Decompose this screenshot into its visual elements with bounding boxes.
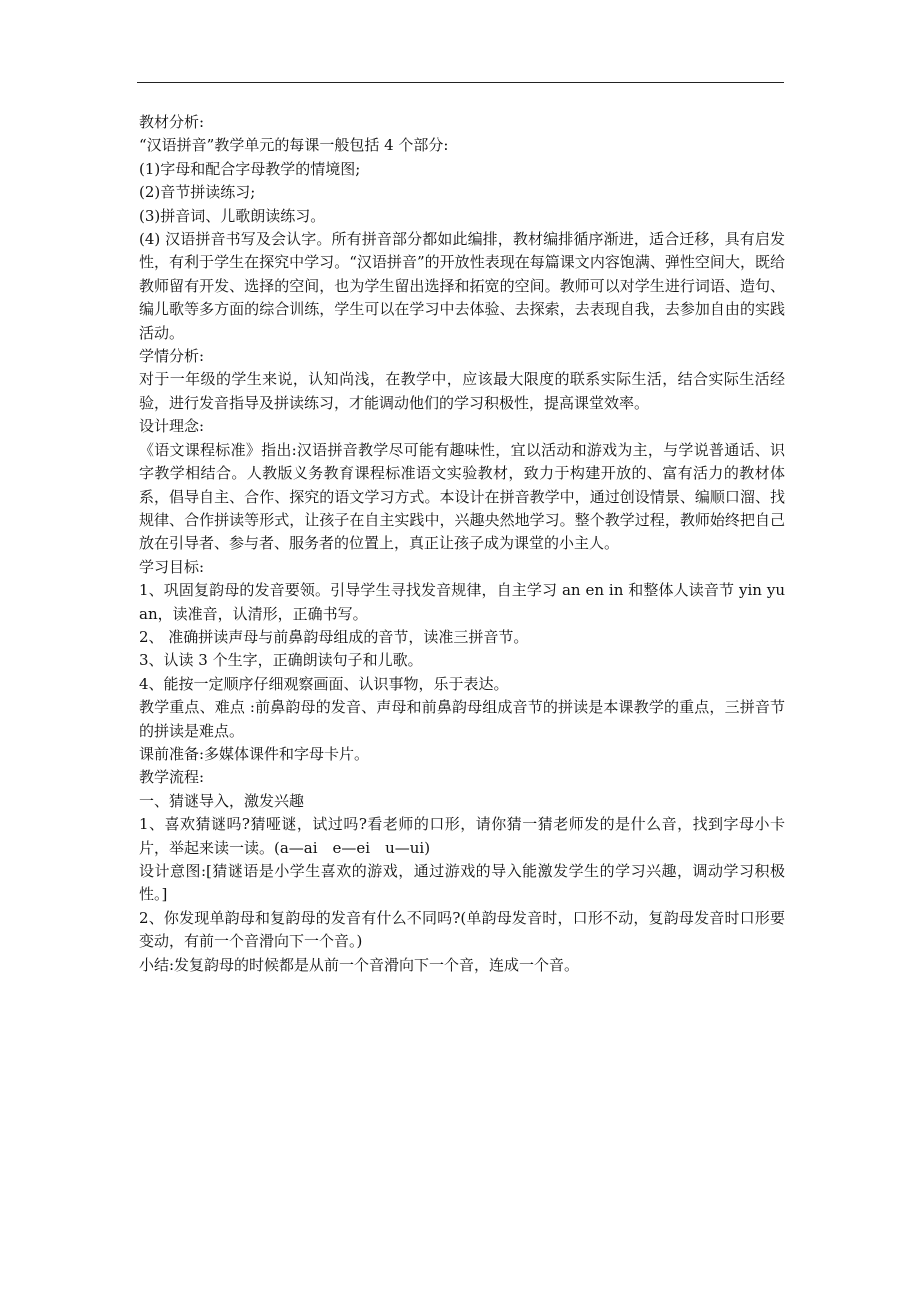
heading-teaching-process: 教学流程: (139, 768, 205, 787)
heading-learning-goals: 学习目标: (139, 557, 205, 576)
list-item: 2、你发现单韵母和复韵母的发音有什么不同吗?(单韵母发音时，口形不动，复韵母发音时口形要变动，有前一个音滑向下一个音。) (139, 908, 785, 951)
list-item: (1)字母和配合字母教学的情境图; (139, 159, 361, 178)
paragraph: “汉语拼音”教学单元的每课一般包括 4 个部分: (139, 136, 449, 155)
heading-textbook-analysis: 教材分析: (139, 113, 205, 131)
heading-learner-analysis: 学情分析: (139, 347, 205, 366)
paragraph-preparation: 课前准备:多媒体课件和字母卡片。 (139, 744, 370, 763)
document-body (139, 111, 785, 977)
section-heading: 一、猜谜导入，激发兴趣 (139, 791, 305, 810)
paragraph-summary: 小结:发复韵母的时候都是从前一个音滑向下一个音，连成一个音。 (139, 955, 580, 974)
paragraph: 对于一年级的学生来说，认知尚浅，在教学中，应该最大限度的联系实际生活，结合实际生活经验，进行发音指导及拼读练习，才能调动他们的学习积极性，提高课堂效率。 (139, 370, 785, 412)
list-item: 1、巩固复韵母的发音要领。引导学生寻找发音规律，自主学习 an en in 和整体人读音节 yin yuan，读准音，认清形，正确书写。 (139, 581, 785, 623)
list-item: (4) 汉语拼音书写及会认字。所有拼音部分都如此编排，教材编排循序渐进，适合迁移，具有启发性，有利于学生在探究中学习。“汉语拼音”的开放性表现在每篇课文内容饱满、弹性空间大，既给教师留有开发、选择的空间，也为学生留出选择和拓宽的空间。教师可以对学生进行词语、造句、编儿歌等多方面的综合训练，学生可以在学习中去体验、去探索，去表现自我，去参加自由的实践活动。 (139, 230, 785, 342)
list-item: (2)音节拼读练习; (139, 183, 256, 202)
paragraph-design-intent: 设计意图:[猜谜语是小学生喜欢的游戏，通过游戏的导入能激发学生的学习兴趣，调动学习积极性。] (139, 862, 785, 904)
list-item: 4、能按一定顺序仔细观察画面、认识事物，乐于表达。 (139, 674, 509, 693)
heading-design-concept: 设计理念: (139, 417, 205, 436)
header-rule (137, 82, 784, 83)
paragraph: 《语文课程标准》指出:汉语拼音教学尽可能有趣味性，宜以活动和游戏为主，与学说普通话、识字教学相结合。人教版义务教育课程标准语文实验教材，致力于构建开放的、富有活力的教材体系，倡导自主、合作、探究的语文学习方式。本设计在拼音教学中，通过创设情景、编顺口溜、找规律、合作拼读等形式，让孩子在自主实践中，兴趣央然地学习。整个教学过程，教师始终把自己放在引导者、参与者、服务者的位置上，真正让孩子成为课堂的小主人。 (139, 440, 785, 553)
list-item: (3)拼音词、儿歌朗读练习。 (139, 206, 326, 225)
paragraph-key-points: 教学重点、难点 :前鼻韵母的发音、声母和前鼻韵母组成音节的拼读是本课教学的重点，三拼音节的拼读是难点。 (139, 698, 785, 740)
list-item: 3、认读 3 个生字，正确朗读句子和儿歌。 (139, 651, 423, 670)
list-item: 2、 准确拼读声母与前鼻韵母组成的音节，读准三拼音节。 (139, 627, 529, 646)
list-item: 1、喜欢猜谜吗?猜哑谜，试过吗?看老师的口形，请你猜一猜老师发的是什么音，找到字母小卡片，举起来读一读。(a—ai e—ei u—ui) (139, 815, 785, 857)
